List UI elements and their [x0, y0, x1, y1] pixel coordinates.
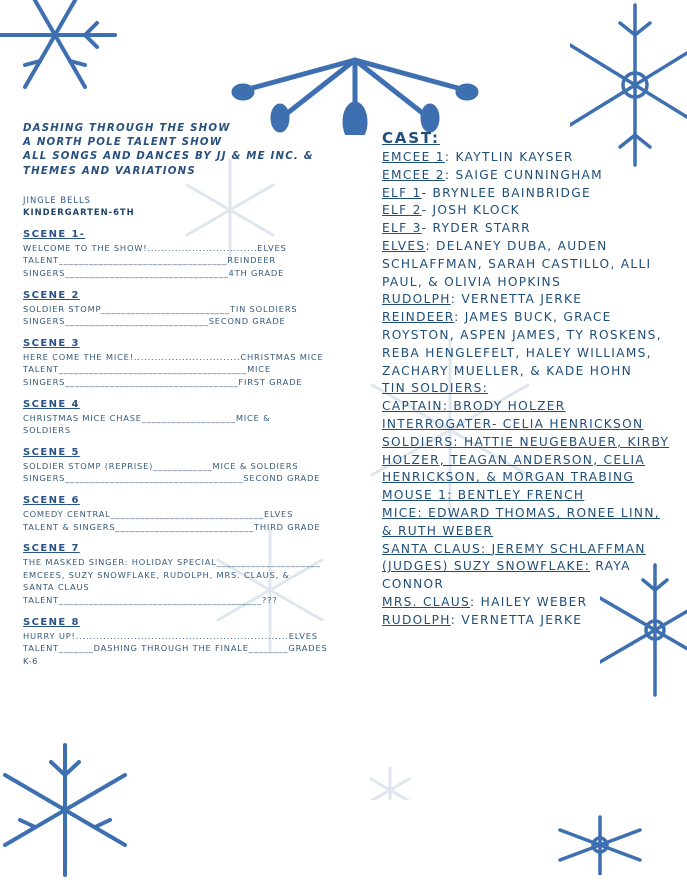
cast-role: ELVES — [382, 238, 426, 253]
cast-entry: SOLDIERS: HATTIE NEUGEBAUER, KIRBY HOLZER, TEAGAN ANDERSON, CELIA HENRICKSON, & MORGAN TRABING — [382, 434, 670, 485]
opener-performers: KINDERGARTEN-6TH — [23, 207, 135, 218]
scene-heading: SCENE 4 — [23, 398, 80, 410]
scene-line: COMEDY CENTRAL_______________________________ELVES — [23, 508, 294, 519]
scene-line: SOLDIER STOMP (REPRISE)____________MICE & SOLDIERS — [23, 460, 299, 471]
scene-1 — [23, 228, 368, 280]
cast-entry — [382, 558, 672, 594]
scene-heading: SCENE 5 — [23, 446, 80, 458]
cast-role: EMCEE 1 — [382, 150, 445, 164]
cast-names: : JAMES BUCK, GRACE ROYSTON, ASPEN JAMES, TY ROSKENS, REBA HENGLEFELT, HALEY WILLIAMS, ZACHARY MUELLER, & KADE HOHN — [382, 310, 662, 378]
scene-2 — [23, 289, 368, 328]
scene-line: TALENT_________________________________________??? — [23, 594, 278, 605]
cast-entry — [382, 238, 672, 291]
scene-line: SANTA CLAUS — [23, 582, 90, 593]
scene-line: WELCOME TO THE SHOW!................................ELVES — [23, 242, 287, 253]
cast-names: - RYDER STARR — [421, 221, 531, 236]
scene-line: EMCEES, SUZY SNOWFLAKE, RUDOLPH, MRS. CLAUS, & — [23, 569, 290, 580]
cast-names: - BRYNLEE BAINBRIDGE — [421, 185, 591, 200]
cast-role: ELF 3 — [382, 221, 422, 236]
cast-heading: CAST: — [382, 129, 440, 147]
cast-role: EMCEE 2 — [382, 167, 445, 182]
cast-entry — [382, 594, 672, 612]
scene-5 — [23, 446, 368, 485]
scene-line: SINGERS___________________________________FIRST GRADE — [23, 376, 303, 387]
title-line: A NORTH POLE TALENT SHOW — [23, 137, 223, 149]
scene-line: SINGERS_____________________________SECOND GRADE — [23, 316, 286, 327]
scene-line: SINGERS____________________________________SECOND GRADE — [23, 473, 321, 484]
program-column — [23, 122, 368, 667]
cast-entry: MICE: EDWARD THOMAS, RONEE LINN, & RUTH WEBER — [382, 505, 660, 538]
cast-names: : DELANEY DUBA, AUDEN SCHLAFFMAN, SARAH CASTILLO, ALLI PAUL, & OLIVIA HOPKINS — [382, 238, 652, 289]
snowflake-bottom-right-icon — [555, 815, 645, 875]
scene-heading: SCENE 8 — [23, 616, 80, 628]
cast-entry — [382, 309, 672, 380]
snowflake-bottom-left-icon — [0, 740, 140, 880]
cast-role: RUDOLPH — [382, 612, 451, 627]
scene-line: CHRISTMAS MICE CHASE___________________MICE & — [23, 412, 271, 423]
cast-entry: MOUSE 1: BENTLEY FRENCH — [382, 488, 585, 503]
cast-entry: CAPTAIN: BRODY HOLZER — [382, 399, 566, 414]
scene-3 — [23, 337, 368, 389]
cast-entry: TIN SOLDIERS: — [382, 381, 489, 396]
cast-entry — [382, 291, 672, 309]
scene-heading: SCENE 6 — [23, 494, 80, 506]
scene-line: TALENT_______DASHING THROUGH THE FINALE________GRADES — [23, 643, 328, 654]
scene-line: HERE COME THE MICE!...............................CHRISTMAS MICE — [23, 351, 324, 362]
scene-line: THE MASKED SINGER: HOLIDAY SPECIAL_____________________ — [23, 557, 321, 568]
cast-role: RUDOLPH — [382, 292, 451, 307]
scene-line: HURRY UP!..............................................................ELVES — [23, 630, 318, 641]
cast-names: : HAILEY WEBER — [470, 594, 588, 609]
scene-line: TALENT______________________________________MICE — [23, 364, 271, 375]
scene-line: SOLDIERS — [23, 425, 71, 436]
scene-heading: SCENE 2 — [23, 289, 80, 301]
title-line: DASHING THROUGH THE SHOW — [23, 123, 231, 134]
cast-entry — [382, 220, 672, 238]
cast-names: RAYA CONNOR — [382, 559, 631, 592]
scene-heading: SCENE 7 — [23, 543, 80, 555]
cast-entry: INTERROGATER- CELIA HENRICKSON — [382, 416, 644, 431]
cast-entry: SANTA CLAUS: JEREMY SCHLAFFMAN — [382, 541, 646, 556]
scene-7 — [23, 542, 368, 606]
cast-role: ELF 1 — [382, 185, 422, 200]
cast-role: ELF 2 — [382, 203, 422, 218]
cast-entry — [382, 185, 672, 203]
cast-role: REINDEER — [382, 310, 455, 325]
show-title — [23, 122, 368, 179]
cast-names: : VERNETTA JERKE — [450, 292, 583, 307]
scene-line: TALENT__________________________________REINDEER — [23, 255, 276, 266]
title-line: ALL SONGS AND DANCES BY JJ & ME INC. & — [23, 151, 314, 163]
title-line: THEMES AND VARIATIONS — [23, 165, 196, 177]
opener-song: JINGLE BELLS — [23, 194, 91, 205]
scene-heading: SCENE 3 — [23, 337, 80, 349]
scene-6 — [23, 494, 368, 533]
cast-names: - JOSH KLOCK — [421, 203, 520, 218]
snowflake-top-center-icon — [230, 0, 480, 135]
cast-role: MRS. CLAUS — [382, 594, 471, 609]
cast-names: : SAIGE CUNNINGHAM — [444, 167, 603, 182]
scene-8 — [23, 616, 368, 668]
scene-line: SOLDIER STOMP__________________________TIN SOLDIERS — [23, 303, 298, 314]
scene-line: SINGERS_________________________________4TH GRADE — [23, 268, 285, 278]
scene-line: K-6 — [23, 655, 39, 666]
opener — [23, 194, 368, 219]
cast-entry — [382, 149, 672, 167]
snowflake-top-left-icon — [0, 0, 130, 100]
cast-entry — [382, 167, 672, 185]
scene-line: TALENT & SINGERS____________________________THIRD GRADE — [23, 521, 321, 532]
cast-entry — [382, 612, 672, 630]
scene-4 — [23, 398, 368, 437]
cast-names: : KAYTLIN KAYSER — [444, 150, 574, 164]
cast-entry — [382, 202, 672, 220]
scene-heading: SCENE 1- — [23, 228, 86, 240]
cast-role: (JUDGES) SUZY SNOWFLAKE: — [382, 559, 591, 574]
cast-column — [382, 129, 672, 630]
cast-names: : VERNETTA JERKE — [450, 612, 583, 627]
